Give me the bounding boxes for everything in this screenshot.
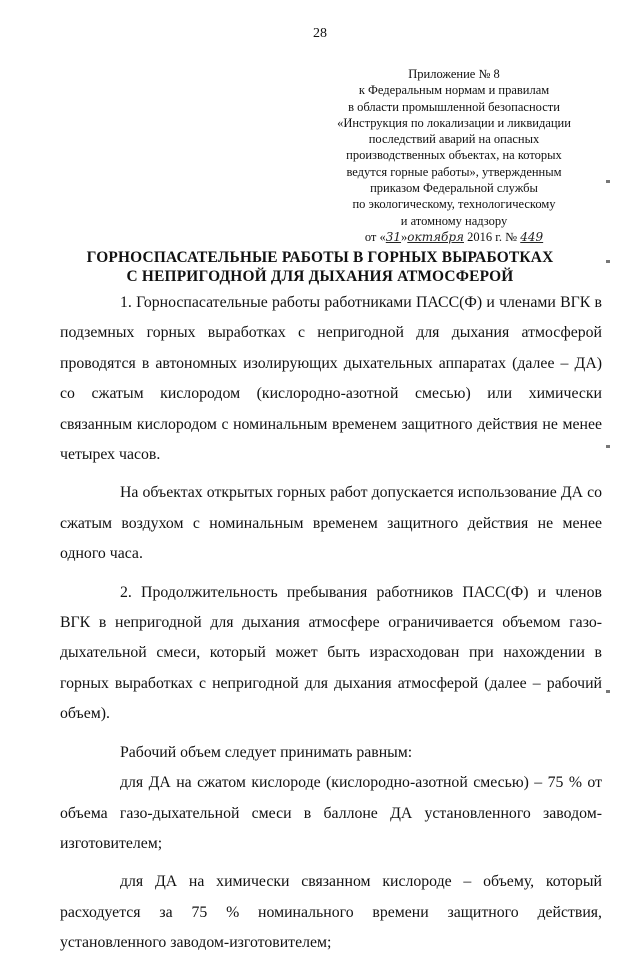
appendix-date-line bbox=[330, 229, 578, 245]
date-year: 2016 г. № bbox=[463, 229, 521, 244]
order-number-handwritten: 449 bbox=[520, 229, 544, 244]
title-line-1: ГОРНОСПАСАТЕЛЬНЫЕ РАБОТЫ В ГОРНЫХ ВЫРАБОТКАХ bbox=[86, 249, 554, 266]
section-title bbox=[0, 249, 640, 286]
date-day-handwritten: 31 bbox=[385, 229, 402, 244]
paragraph: 1. Горноспасательные работы работниками ПАСС(Ф) и членами ВГК в подземных горных выработках с непригодной для дыхания атмосферой проводятся в автономных изолирующих дыхательных аппаратах (далее – ДА) со сжатым кислородом (кислородно-азотной смесью) или химически связанным кислородом с номинальным временем защитного действия не менее четырех часов. bbox=[60, 294, 602, 464]
appendix-block bbox=[330, 66, 578, 245]
scan-artifact bbox=[606, 180, 610, 183]
title-line-2: С НЕПРИГОДНОЙ ДЛЯ ДЫХАНИЯ АТМОСФЕРОЙ bbox=[126, 267, 514, 285]
date-month-handwritten: октября bbox=[407, 229, 464, 244]
appendix-line: производственных объектах, на которых bbox=[346, 148, 562, 163]
appendix-line: ведутся горные работы», утвержденным bbox=[346, 164, 562, 179]
appendix-line: последствий аварий на опасных bbox=[368, 132, 540, 147]
paragraph: На объектах открытых горных работ допускается использование ДА со сжатым воздухом с номинальным временем защитного действия не менее одного часа. bbox=[60, 484, 602, 563]
date-prefix: от « bbox=[364, 229, 386, 244]
paragraph: 2. Продолжительность пребывания работников ПАСС(Ф) и членов ВГК в непригодной для дыхания атмосфере ограничивается объемом газо-дыхательной смеси, который может быть израсходован при нахождении в горных выработках с непригодной для дыхания атмосферой (далее – рабочий объем). bbox=[60, 583, 602, 723]
scan-artifact bbox=[606, 445, 610, 448]
appendix-line: Приложение № 8 bbox=[408, 67, 500, 81]
appendix-line: по экологическому, технологическому bbox=[352, 197, 556, 212]
appendix-line: приказом Федеральной службы bbox=[370, 181, 538, 196]
paragraph: для ДА на химически связанном кислороде – объему, который расходуется за 75 % номинального времени защитного действия, установленного заводом-изготовителем; bbox=[60, 873, 602, 952]
appendix-line: к Федеральным нормам и правилам bbox=[358, 83, 550, 98]
date-mid: » bbox=[401, 229, 408, 244]
paragraph: для ДА на сжатом кислороде (кислородно-азотной смесью) – 75 % от объема газо-дыхательной смеси в баллоне ДА установленного заводом-изготовителем; bbox=[60, 774, 602, 852]
paragraph: Рабочий объем следует принимать равным: bbox=[120, 743, 413, 761]
scan-artifact bbox=[606, 260, 610, 263]
appendix-line: «Инструкция по локализации и ликвидации bbox=[337, 115, 571, 130]
document-body bbox=[60, 288, 602, 967]
appendix-line: в области промышленной безопасности bbox=[348, 99, 560, 114]
page-number: 28 bbox=[313, 26, 327, 41]
scan-artifact bbox=[606, 690, 610, 693]
appendix-line: и атомному надзору bbox=[400, 213, 508, 228]
